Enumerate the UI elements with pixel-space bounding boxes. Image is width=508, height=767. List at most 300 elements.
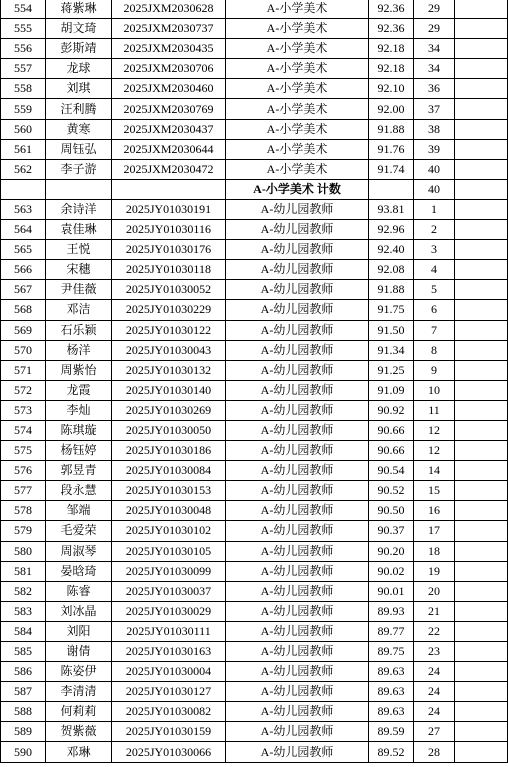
table-row [1, 300, 508, 320]
cell-name [46, 179, 112, 199]
table-row [1, 199, 508, 219]
cell-rank: 12 [414, 420, 455, 440]
cell-id [112, 179, 226, 199]
cell-no: 580 [1, 541, 46, 561]
cell-rank: 16 [414, 501, 455, 521]
cell-no: 584 [1, 621, 46, 641]
cell-name: 彭斯靖 [46, 39, 112, 59]
cell-rank: 24 [414, 662, 455, 682]
cell-post: A-小学美术 [226, 99, 369, 119]
cell-score: 90.52 [369, 481, 414, 501]
cell-extra [455, 541, 508, 561]
cell-rank: 24 [414, 702, 455, 722]
cell-id: 2025JY01030050 [112, 420, 226, 440]
cell-rank: 36 [414, 79, 455, 99]
cell-id: 2025JY01030111 [112, 621, 226, 641]
cell-extra [455, 59, 508, 79]
cell-no: 582 [1, 581, 46, 601]
cell-extra [455, 521, 508, 541]
cell-name: 尹佳薇 [46, 280, 112, 300]
cell-id: 2025JXM2030644 [112, 139, 226, 159]
cell-id: 2025JY01030029 [112, 601, 226, 621]
cell-rank: 24 [414, 682, 455, 702]
cell-no: 590 [1, 742, 46, 762]
cell-name: 邓洁 [46, 300, 112, 320]
cell-rank: 40 [414, 159, 455, 179]
table-row [1, 380, 508, 400]
table-row [1, 79, 508, 99]
cell-score: 90.02 [369, 561, 414, 581]
cell-name: 晏晗琦 [46, 561, 112, 581]
cell-rank: 12 [414, 441, 455, 461]
cell-score: 92.10 [369, 79, 414, 99]
cell-no: 569 [1, 320, 46, 340]
cell-post: A-幼儿园教师 [226, 320, 369, 340]
cell-post: A-幼儿园教师 [226, 360, 369, 380]
cell-post: A-幼儿园教师 [226, 521, 369, 541]
cell-rank: 39 [414, 139, 455, 159]
cell-score: 91.88 [369, 119, 414, 139]
cell-extra [455, 280, 508, 300]
cell-no: 579 [1, 521, 46, 541]
cell-id: 2025JXM2030706 [112, 59, 226, 79]
cell-score: 91.34 [369, 340, 414, 360]
cell-post: A-小学美术 [226, 39, 369, 59]
cell-id: 2025JY01030037 [112, 581, 226, 601]
table-row [1, 742, 508, 762]
cell-no: 574 [1, 420, 46, 440]
cell-score: 90.37 [369, 521, 414, 541]
cell-no [1, 179, 46, 199]
cell-name: 周紫怡 [46, 360, 112, 380]
cell-name: 陈琪璇 [46, 420, 112, 440]
cell-extra [455, 581, 508, 601]
cell-post: A-小学美术 [226, 19, 369, 39]
table-row [1, 39, 508, 59]
cell-extra [455, 662, 508, 682]
cell-no: 566 [1, 260, 46, 280]
cell-id: 2025JY01030102 [112, 521, 226, 541]
cell-extra [455, 682, 508, 702]
cell-rank: 1 [414, 199, 455, 219]
cell-id: 2025JY01030229 [112, 300, 226, 320]
table-row [1, 621, 508, 641]
table-row [1, 521, 508, 541]
cell-name: 谢倩 [46, 642, 112, 662]
cell-name: 黄寒 [46, 119, 112, 139]
cell-extra [455, 621, 508, 641]
cell-no: 587 [1, 682, 46, 702]
cell-name: 毛爱荣 [46, 521, 112, 541]
cell-no: 561 [1, 139, 46, 159]
cell-post: A-小学美术 [226, 159, 369, 179]
cell-no: 586 [1, 662, 46, 682]
cell-id: 2025JY01030082 [112, 702, 226, 722]
cell-no: 583 [1, 601, 46, 621]
cell-score: 92.96 [369, 220, 414, 240]
cell-extra [455, 99, 508, 119]
summary-row [1, 179, 508, 199]
table-row [1, 461, 508, 481]
cell-extra [455, 742, 508, 762]
cell-rank: 27 [414, 722, 455, 742]
cell-rank: 18 [414, 541, 455, 561]
cell-id: 2025JXM2030769 [112, 99, 226, 119]
table-row [1, 642, 508, 662]
cell-extra [455, 642, 508, 662]
cell-id: 2025JY01030048 [112, 501, 226, 521]
table-row [1, 240, 508, 260]
table-row [1, 220, 508, 240]
table-row [1, 260, 508, 280]
cell-no: 557 [1, 59, 46, 79]
cell-post: A-幼儿园教师 [226, 340, 369, 360]
cell-rank: 29 [414, 0, 455, 19]
cell-score: 90.50 [369, 501, 414, 521]
cell-post: A-幼儿园教师 [226, 702, 369, 722]
cell-score: 89.63 [369, 662, 414, 682]
cell-extra [455, 19, 508, 39]
cell-post: A-幼儿园教师 [226, 581, 369, 601]
cell-name: 蒋紫琳 [46, 0, 112, 19]
cell-extra [455, 119, 508, 139]
cell-post: A-幼儿园教师 [226, 240, 369, 260]
cell-extra [455, 300, 508, 320]
cell-id: 2025JY01030052 [112, 280, 226, 300]
cell-name: 杨洋 [46, 340, 112, 360]
cell-id: 2025JY01030116 [112, 220, 226, 240]
cell-name: 何莉莉 [46, 702, 112, 722]
table-row [1, 139, 508, 159]
cell-post: A-幼儿园教师 [226, 380, 369, 400]
cell-score: 92.36 [369, 0, 414, 19]
cell-rank: 38 [414, 119, 455, 139]
cell-rank: 7 [414, 320, 455, 340]
table-row [1, 541, 508, 561]
cell-name: 贺紫薇 [46, 722, 112, 742]
cell-score: 90.01 [369, 581, 414, 601]
table-row [1, 400, 508, 420]
cell-score: 92.18 [369, 39, 414, 59]
cell-rank: 10 [414, 380, 455, 400]
cell-no: 581 [1, 561, 46, 581]
cell-score: 90.66 [369, 420, 414, 440]
cell-id: 2025JY01030066 [112, 742, 226, 762]
cell-name: 段永慧 [46, 481, 112, 501]
cell-name: 李灿 [46, 400, 112, 420]
cell-rank: 6 [414, 300, 455, 320]
cell-extra [455, 39, 508, 59]
cell-post: A-幼儿园教师 [226, 541, 369, 561]
cell-rank: 4 [414, 260, 455, 280]
cell-extra [455, 722, 508, 742]
table-row [1, 420, 508, 440]
cell-id: 2025JY01030004 [112, 662, 226, 682]
cell-rank: 20 [414, 581, 455, 601]
cell-extra [455, 220, 508, 240]
cell-id: 2025JY01030176 [112, 240, 226, 260]
cell-name: 郭昱青 [46, 461, 112, 481]
table-row [1, 662, 508, 682]
cell-score: 91.09 [369, 380, 414, 400]
cell-name: 陈睿 [46, 581, 112, 601]
cell-extra [455, 260, 508, 280]
cell-score: 91.74 [369, 159, 414, 179]
cell-score: 89.93 [369, 601, 414, 621]
cell-rank: 8 [414, 340, 455, 360]
cell-no: 577 [1, 481, 46, 501]
cell-post: A-幼儿园教师 [226, 682, 369, 702]
cell-id: 2025JY01030043 [112, 340, 226, 360]
cell-post: A-小学美术 [226, 119, 369, 139]
cell-id: 2025JXM2030472 [112, 159, 226, 179]
cell-score [369, 179, 414, 199]
cell-extra [455, 199, 508, 219]
cell-no: 565 [1, 240, 46, 260]
cell-post: A-幼儿园教师 [226, 220, 369, 240]
cell-no: 570 [1, 340, 46, 360]
cell-post: A-幼儿园教师 [226, 501, 369, 521]
cell-no: 560 [1, 119, 46, 139]
cell-score: 90.54 [369, 461, 414, 481]
cell-id: 2025JY01030159 [112, 722, 226, 742]
cell-name: 石乐颖 [46, 320, 112, 340]
cell-rank: 11 [414, 400, 455, 420]
cell-name: 余诗洋 [46, 199, 112, 219]
cell-name: 邹端 [46, 501, 112, 521]
cell-score: 90.92 [369, 400, 414, 420]
cell-rank: 5 [414, 280, 455, 300]
cell-no: 576 [1, 461, 46, 481]
cell-id: 2025JY01030153 [112, 481, 226, 501]
cell-rank: 34 [414, 39, 455, 59]
cell-name: 袁佳琳 [46, 220, 112, 240]
cell-extra [455, 561, 508, 581]
cell-score: 90.20 [369, 541, 414, 561]
cell-id: 2025JXM2030628 [112, 0, 226, 19]
summary-label: A-小学美术 计数 [226, 179, 369, 199]
cell-rank: 14 [414, 461, 455, 481]
cell-name: 王悦 [46, 240, 112, 260]
cell-no: 558 [1, 79, 46, 99]
cell-score: 91.25 [369, 360, 414, 380]
cell-name: 胡文琦 [46, 19, 112, 39]
cell-extra [455, 461, 508, 481]
cell-extra [455, 420, 508, 440]
cell-score: 92.40 [369, 240, 414, 260]
cell-name: 宋穗 [46, 260, 112, 280]
cell-id: 2025JY01030122 [112, 320, 226, 340]
cell-extra [455, 702, 508, 722]
cell-no: 568 [1, 300, 46, 320]
cell-rank: 34 [414, 59, 455, 79]
cell-score: 92.00 [369, 99, 414, 119]
cell-score: 92.36 [369, 19, 414, 39]
cell-name: 龙球 [46, 59, 112, 79]
cell-score: 91.76 [369, 139, 414, 159]
cell-post: A-小学美术 [226, 59, 369, 79]
cell-score: 89.52 [369, 742, 414, 762]
cell-extra [455, 179, 508, 199]
cell-name: 刘冰晶 [46, 601, 112, 621]
cell-post: A-幼儿园教师 [226, 561, 369, 581]
cell-extra [455, 240, 508, 260]
cell-id: 2025JY01030099 [112, 561, 226, 581]
cell-id: 2025JXM2030437 [112, 119, 226, 139]
table-row [1, 722, 508, 742]
cell-no: 555 [1, 19, 46, 39]
table-row [1, 59, 508, 79]
cell-extra [455, 380, 508, 400]
cell-name: 龙霞 [46, 380, 112, 400]
cell-id: 2025JY01030084 [112, 461, 226, 481]
cell-post: A-幼儿园教师 [226, 199, 369, 219]
cell-score: 92.18 [369, 59, 414, 79]
table-row [1, 561, 508, 581]
table-row [1, 682, 508, 702]
cell-post: A-小学美术 [226, 79, 369, 99]
cell-name: 李子游 [46, 159, 112, 179]
cell-no: 589 [1, 722, 46, 742]
cell-id: 2025JY01030163 [112, 642, 226, 662]
cell-score: 91.75 [369, 300, 414, 320]
cell-no: 562 [1, 159, 46, 179]
cell-rank: 9 [414, 360, 455, 380]
cell-id: 2025JY01030186 [112, 441, 226, 461]
cell-rank: 17 [414, 521, 455, 541]
table-row [1, 360, 508, 380]
table-row [1, 581, 508, 601]
cell-name: 刘琪 [46, 79, 112, 99]
cell-rank: 29 [414, 19, 455, 39]
cell-score: 91.88 [369, 280, 414, 300]
table-row [1, 159, 508, 179]
cell-id: 2025JY01030140 [112, 380, 226, 400]
cell-extra [455, 601, 508, 621]
cell-extra [455, 360, 508, 380]
cell-no: 564 [1, 220, 46, 240]
table-row [1, 702, 508, 722]
cell-post: A-幼儿园教师 [226, 642, 369, 662]
cell-post: A-幼儿园教师 [226, 481, 369, 501]
cell-rank: 19 [414, 561, 455, 581]
table-row [1, 601, 508, 621]
cell-post: A-幼儿园教师 [226, 260, 369, 280]
cell-no: 554 [1, 0, 46, 19]
cell-post: A-幼儿园教师 [226, 300, 369, 320]
cell-id: 2025JY01030127 [112, 682, 226, 702]
cell-post: A-幼儿园教师 [226, 601, 369, 621]
table-row [1, 99, 508, 119]
cell-post: A-小学美术 [226, 139, 369, 159]
cell-no: 572 [1, 380, 46, 400]
cell-post: A-幼儿园教师 [226, 441, 369, 461]
cell-no: 575 [1, 441, 46, 461]
table-row [1, 340, 508, 360]
cell-no: 571 [1, 360, 46, 380]
cell-post: A-幼儿园教师 [226, 400, 369, 420]
cell-post: A-幼儿园教师 [226, 621, 369, 641]
cell-extra [455, 79, 508, 99]
cell-id: 2025JXM2030435 [112, 39, 226, 59]
cell-post: A-小学美术 [226, 0, 369, 19]
cell-extra [455, 340, 508, 360]
cell-score: 91.50 [369, 320, 414, 340]
cell-score: 92.08 [369, 260, 414, 280]
cell-id: 2025JY01030269 [112, 400, 226, 420]
cell-name: 邓琳 [46, 742, 112, 762]
cell-no: 556 [1, 39, 46, 59]
cell-post: A-幼儿园教师 [226, 420, 369, 440]
cell-rank: 3 [414, 240, 455, 260]
cell-score: 89.77 [369, 621, 414, 641]
cell-id: 2025JXM2030460 [112, 79, 226, 99]
cell-name: 汪利腾 [46, 99, 112, 119]
table-row [1, 19, 508, 39]
cell-extra [455, 139, 508, 159]
cell-extra [455, 159, 508, 179]
cell-no: 567 [1, 280, 46, 300]
cell-rank: 37 [414, 99, 455, 119]
cell-score: 89.75 [369, 642, 414, 662]
cell-extra [455, 0, 508, 19]
cell-score: 90.66 [369, 441, 414, 461]
cell-no: 563 [1, 199, 46, 219]
cell-name: 陈姿伊 [46, 662, 112, 682]
cell-score: 89.63 [369, 682, 414, 702]
table-row [1, 441, 508, 461]
cell-post: A-幼儿园教师 [226, 662, 369, 682]
summary-count: 40 [414, 179, 455, 199]
cell-score: 89.63 [369, 702, 414, 722]
cell-rank: 2 [414, 220, 455, 240]
cell-rank: 28 [414, 742, 455, 762]
cell-rank: 23 [414, 642, 455, 662]
cell-name: 杨钰婷 [46, 441, 112, 461]
cell-name: 李清清 [46, 682, 112, 702]
cell-post: A-幼儿园教师 [226, 742, 369, 762]
table-row [1, 501, 508, 521]
table-row [1, 119, 508, 139]
cell-id: 2025JY01030105 [112, 541, 226, 561]
table-row [1, 280, 508, 300]
cell-extra [455, 400, 508, 420]
cell-no: 585 [1, 642, 46, 662]
cell-no: 588 [1, 702, 46, 722]
table-row [1, 0, 508, 19]
cell-name: 刘阳 [46, 621, 112, 641]
cell-post: A-幼儿园教师 [226, 461, 369, 481]
cell-no: 559 [1, 99, 46, 119]
cell-id: 2025JY01030132 [112, 360, 226, 380]
cell-name: 周钰弘 [46, 139, 112, 159]
cell-no: 573 [1, 400, 46, 420]
cell-extra [455, 320, 508, 340]
cell-id: 2025JXM2030737 [112, 19, 226, 39]
cell-id: 2025JY01030118 [112, 260, 226, 280]
cell-rank: 22 [414, 621, 455, 641]
cell-score: 89.59 [369, 722, 414, 742]
cell-id: 2025JY01030191 [112, 199, 226, 219]
table-row [1, 320, 508, 340]
cell-post: A-幼儿园教师 [226, 280, 369, 300]
cell-post: A-幼儿园教师 [226, 722, 369, 742]
cell-rank: 21 [414, 601, 455, 621]
cell-extra [455, 501, 508, 521]
cell-score: 93.81 [369, 199, 414, 219]
table-row [1, 481, 508, 501]
cell-no: 578 [1, 501, 46, 521]
